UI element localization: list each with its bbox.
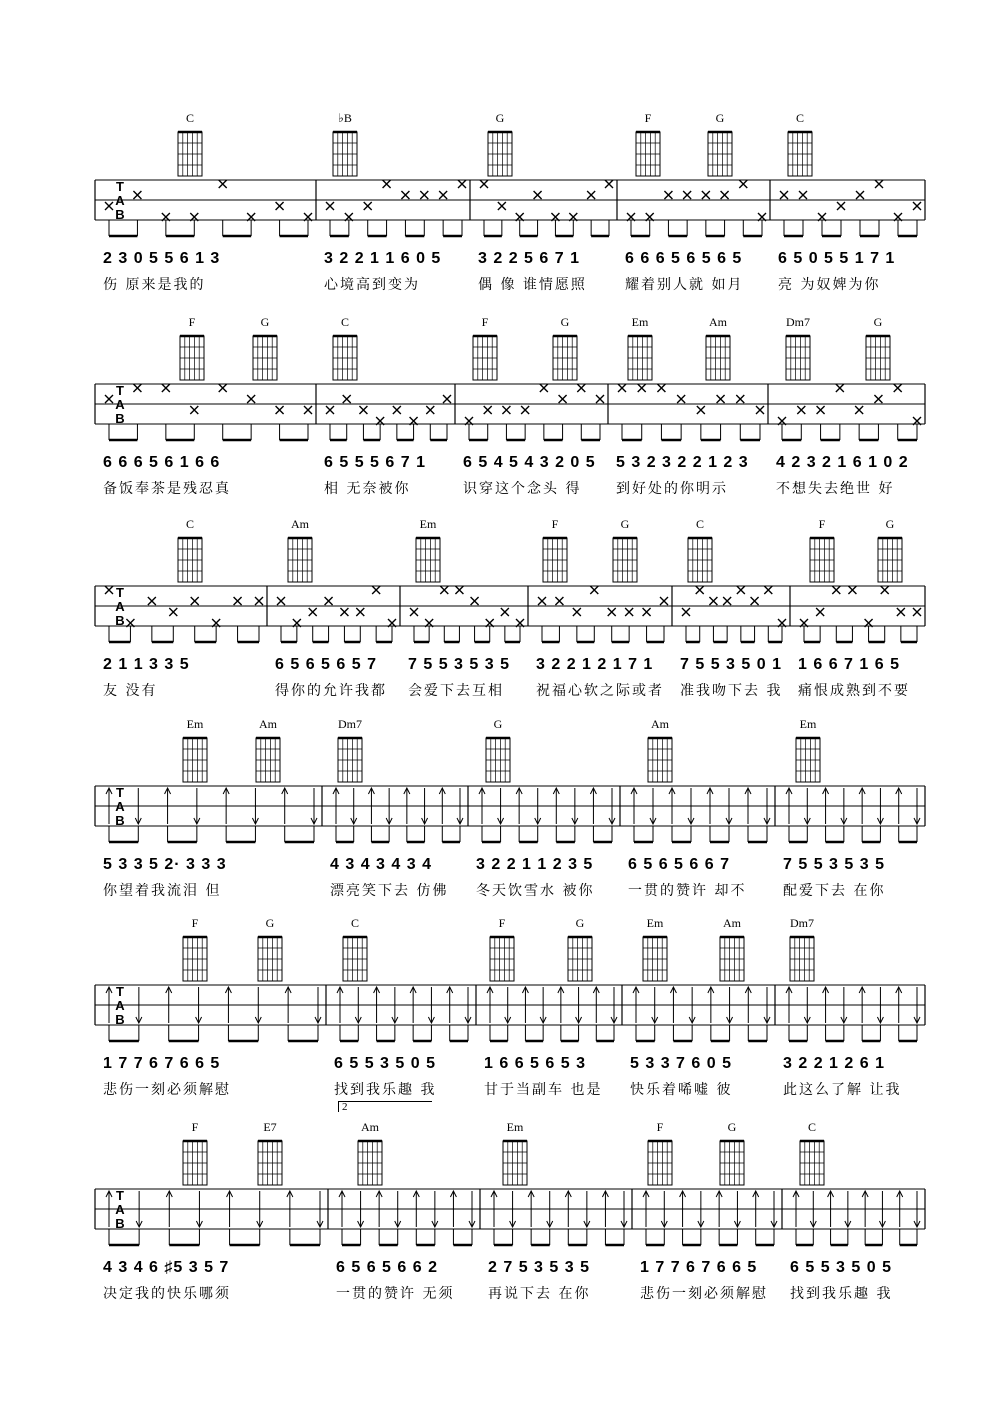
- tab-note: [410, 608, 418, 616]
- tab-note: [234, 597, 242, 605]
- measure-lyrics: 再说下去 在你: [488, 1286, 591, 1302]
- measure-numbers: 1 7 7 6 7 6 6 5: [103, 1055, 221, 1072]
- measure-lyrics: 备饭奉茶是残忍真: [103, 481, 231, 497]
- chord-name: G: [493, 717, 503, 731]
- measure-numbers: 5 3 3 5 2· 3 3 3: [103, 856, 227, 873]
- tab-note: [682, 608, 690, 616]
- chord-diagram: [333, 315, 357, 380]
- tab-note: [555, 597, 563, 605]
- tab-note: [816, 608, 824, 616]
- tab-note: [521, 406, 529, 414]
- tab-note: [702, 191, 710, 199]
- measure-lyrics: 偶 像 谁情愿照: [478, 277, 587, 293]
- chord-diagram: [648, 717, 672, 782]
- chord-name: Am: [259, 717, 277, 731]
- tab-note: [737, 586, 745, 594]
- tab-clef-letter: A: [115, 799, 125, 814]
- jianpu-line: [95, 1055, 925, 1077]
- chord-diagram: [708, 111, 732, 176]
- measure-lyrics: 甘于当副车 也是: [484, 1082, 603, 1098]
- tab-clef-letter: A: [115, 193, 125, 208]
- chord-name: C: [350, 916, 360, 930]
- measure-lyrics: 快乐着唏嘘 彼: [630, 1082, 733, 1098]
- measure-numbers: 5 3 2 3 2 2 1 2 3: [616, 454, 749, 471]
- measure-numbers: 2 3 0 5 5 6 1 3: [103, 250, 221, 267]
- tab-note: [697, 406, 705, 414]
- chord-name: C: [807, 1120, 817, 1134]
- tab-system: [0, 108, 1000, 308]
- tab-staff-graphic: [0, 514, 1000, 659]
- measure-lyrics: 到好处的你明示: [616, 481, 728, 497]
- tab-note: [343, 395, 351, 403]
- tab-clef-letter: B: [115, 411, 125, 426]
- chord-name: Am: [361, 1120, 379, 1134]
- chord-name: F: [188, 315, 196, 329]
- measure-numbers: 4 2 3 2 1 6 1 0 2: [776, 454, 909, 471]
- measure-lyrics: 此这么了解 让我: [783, 1082, 902, 1098]
- chord-diagram: [178, 517, 202, 582]
- measure-lyrics: 伤 原来是我的: [103, 277, 206, 293]
- tab-note: [799, 191, 807, 199]
- tab-note: [276, 202, 284, 210]
- measure-numbers: 7 5 5 3 5 3 5: [783, 856, 885, 873]
- tab-staff-graphic: [0, 1117, 1000, 1262]
- chord-diagram: [643, 916, 667, 981]
- lyrics-line: [95, 880, 925, 904]
- chord-name: G: [495, 111, 505, 125]
- tab-clef-letter: B: [115, 613, 125, 628]
- chord-diagram: [688, 517, 712, 582]
- chord-name: C: [185, 517, 195, 531]
- chord-diagram: [503, 1120, 527, 1185]
- measure-lyrics: 不想失去绝世 好: [776, 481, 895, 497]
- tab-note: [577, 384, 585, 392]
- lyrics-line: [95, 1283, 925, 1307]
- tab-note: [756, 406, 764, 414]
- tab-note: [401, 191, 409, 199]
- tab-note: [484, 406, 492, 414]
- measure-numbers: 4 3 4 3 4 3 4: [330, 856, 432, 873]
- tab-clef-letter: B: [115, 207, 125, 222]
- chord-diagram: [473, 315, 497, 380]
- measure-lyrics: 识穿这个念头 得: [463, 481, 582, 497]
- tab-note: [643, 608, 651, 616]
- chord-name: Em: [646, 916, 664, 930]
- chord-name: Dm7: [790, 916, 814, 930]
- tab-note: [426, 406, 434, 414]
- lyrics-line: [95, 478, 925, 502]
- chord-name: Am: [651, 717, 669, 731]
- tab-note: [751, 597, 759, 605]
- measure-lyrics: 亮 为奴婢为你: [778, 277, 881, 293]
- tab-note: [657, 384, 665, 392]
- tab-note: [696, 586, 704, 594]
- chord-diagram: [256, 717, 280, 782]
- chord-name: Em: [631, 315, 649, 329]
- tab-clef-letter: T: [116, 383, 124, 398]
- tab-system: [0, 514, 1000, 714]
- chord-name: C: [695, 517, 705, 531]
- tab-system: [0, 1117, 1000, 1317]
- measure-numbers: 1 6 6 5 6 5 3: [484, 1055, 586, 1072]
- measure-lyrics: 一贯的赞许 无须: [336, 1286, 455, 1302]
- chord-name: G: [885, 517, 895, 531]
- chord-diagram: [288, 517, 312, 582]
- tab-note: [304, 406, 312, 414]
- measure-lyrics: 耀着别人就 如月: [625, 277, 744, 293]
- tab-note: [340, 608, 348, 616]
- chord-name: C: [795, 111, 805, 125]
- chord-diagram: [788, 111, 812, 176]
- tab-note: [538, 597, 546, 605]
- chord-name: F: [656, 1120, 664, 1134]
- measure-numbers: 6 5 6 5 6 5 7: [275, 656, 377, 673]
- jianpu-line: [95, 454, 925, 476]
- chord-diagram: [706, 315, 730, 380]
- chord-diagram: [338, 717, 362, 782]
- tab-note: [219, 384, 227, 392]
- tab-note: [372, 586, 380, 594]
- tab-note: [723, 597, 731, 605]
- chord-diagram: [333, 111, 357, 176]
- tab-note: [439, 191, 447, 199]
- measure-numbers: 6 6 6 5 6 5 6 5: [625, 250, 743, 267]
- measure-lyrics: 准我吻下去 我: [680, 683, 783, 699]
- measure-numbers: 1 6 6 7 1 6 5: [798, 656, 900, 673]
- chord-diagram: [553, 315, 577, 380]
- chord-diagram: [258, 916, 282, 981]
- chord-diagram: [183, 916, 207, 981]
- chord-name: G: [715, 111, 725, 125]
- tab-note: [605, 180, 613, 188]
- tab-clef-letter: T: [116, 585, 124, 600]
- tab-note: [540, 384, 548, 392]
- chord-diagram: [543, 517, 567, 582]
- tab-note: [664, 191, 672, 199]
- tab-note: [471, 597, 479, 605]
- tab-clef-letter: B: [115, 1012, 125, 1027]
- tab-note: [502, 406, 510, 414]
- tab-clef-letter: A: [115, 998, 125, 1013]
- tab-note: [618, 384, 626, 392]
- chord-name: F: [191, 916, 199, 930]
- tab-staff-graphic: [0, 913, 1000, 1058]
- tab-note: [276, 406, 284, 414]
- jianpu-line: [95, 1259, 925, 1281]
- tab-system: [0, 312, 1000, 512]
- tab-note: [393, 406, 401, 414]
- measure-lyrics: 决定我的快乐哪须: [103, 1286, 231, 1302]
- measure-numbers: 6 5 5 3 5 0 5: [334, 1055, 436, 1072]
- tab-note: [832, 586, 840, 594]
- tab-note: [587, 191, 595, 199]
- volta-label: 2: [338, 1101, 432, 1112]
- tab-note: [739, 180, 747, 188]
- measure-lyrics: 痛恨成熟到不要: [798, 683, 910, 699]
- tab-note: [326, 202, 334, 210]
- tab-note: [856, 191, 864, 199]
- chord-name: Em: [799, 717, 817, 731]
- measure-lyrics: 友 没有: [103, 683, 158, 699]
- tab-note: [573, 608, 581, 616]
- chord-name: F: [191, 1120, 199, 1134]
- chord-name: E7: [263, 1120, 277, 1134]
- measure-numbers: 3 2 2 1 1 2 3 5: [476, 856, 594, 873]
- measure-numbers: 3 2 2 5 6 7 1: [478, 250, 580, 267]
- chord-name: G: [873, 315, 883, 329]
- measure-numbers: 3 2 2 1 2 6 1: [783, 1055, 885, 1072]
- measure-lyrics: 得你的允许我都: [275, 683, 387, 699]
- measure-numbers: 6 5 6 5 6 6 2: [336, 1259, 438, 1276]
- chord-name: Am: [291, 517, 309, 531]
- tab-clef-letter: B: [115, 813, 125, 828]
- chord-diagram: [628, 315, 652, 380]
- tab-note: [677, 395, 685, 403]
- measure-numbers: 3 2 2 1 1 6 0 5: [324, 250, 442, 267]
- tab-note: [325, 597, 333, 605]
- tab-clef-letter: A: [115, 397, 125, 412]
- tab-note: [596, 395, 604, 403]
- tab-clef-letter: T: [116, 785, 124, 800]
- chord-diagram: [488, 111, 512, 176]
- chord-diagram: [178, 111, 202, 176]
- measure-lyrics: 祝福心软之际或者: [536, 683, 664, 699]
- jianpu-line: [95, 656, 925, 678]
- chord-name: G: [260, 315, 270, 329]
- chord-diagram: [613, 517, 637, 582]
- tab-note: [837, 202, 845, 210]
- measure-lyrics: 一贯的赞许 却不: [628, 883, 747, 899]
- tab-clef-letter: T: [116, 1188, 124, 1203]
- measure-lyrics: 会爱下去互相: [408, 683, 504, 699]
- tab-note: [894, 384, 902, 392]
- tab-note: [309, 608, 317, 616]
- tab-note: [764, 586, 772, 594]
- tab-note: [559, 395, 567, 403]
- tab-note: [913, 202, 921, 210]
- tab-note: [356, 608, 364, 616]
- chord-name: Dm7: [786, 315, 810, 329]
- measure-numbers: 6 5 5 3 5 0 5: [790, 1259, 892, 1276]
- tab-note: [817, 406, 825, 414]
- tab-note: [855, 406, 863, 414]
- chord-name: Em: [419, 517, 437, 531]
- tab-note: [326, 406, 334, 414]
- tab-system: [0, 913, 1000, 1113]
- chord-name: F: [818, 517, 826, 531]
- chord-diagram: [180, 315, 204, 380]
- chord-name: F: [498, 916, 506, 930]
- tab-note: [359, 406, 367, 414]
- measure-lyrics: 心境高到变为: [324, 277, 420, 293]
- measure-numbers: 2 7 5 3 5 3 5: [488, 1259, 590, 1276]
- measure-numbers: 4 3 4 6 ♯5 3 5 7: [103, 1259, 230, 1276]
- chord-diagram: [866, 315, 890, 380]
- tab-note: [105, 586, 113, 594]
- measure-numbers: 6 5 6 5 6 6 7: [628, 856, 730, 873]
- tab-note: [105, 395, 113, 403]
- measure-numbers: 6 5 5 5 6 7 1: [324, 454, 426, 471]
- tab-note: [501, 608, 509, 616]
- chord-diagram: [636, 111, 660, 176]
- tab-note: [247, 395, 255, 403]
- tab-note: [608, 608, 616, 616]
- tab-note: [190, 406, 198, 414]
- chord-diagram: [796, 717, 820, 782]
- chord-diagram: [720, 916, 744, 981]
- lyrics-line: [95, 1079, 925, 1103]
- chord-diagram: [810, 517, 834, 582]
- chord-name: F: [551, 517, 559, 531]
- tab-note: [897, 608, 905, 616]
- measure-numbers: 5 3 3 7 6 0 5: [630, 1055, 732, 1072]
- measure-lyrics: 漂亮笑下去 仿佛: [330, 883, 449, 899]
- tab-clef-letter: A: [115, 599, 125, 614]
- jianpu-line: [95, 250, 925, 272]
- chord-diagram: [183, 1120, 207, 1185]
- tab-clef-letter: T: [116, 984, 124, 999]
- tab-note: [848, 586, 856, 594]
- measure-numbers: 6 6 6 5 6 1 6 6: [103, 454, 221, 471]
- chord-diagram: [568, 916, 592, 981]
- measure-numbers: 3 2 2 1 2 1 7 1: [536, 656, 654, 673]
- lyrics-line: [95, 274, 925, 298]
- tab-staff-graphic: [0, 312, 1000, 457]
- tab-note: [443, 395, 451, 403]
- tab-note: [660, 597, 668, 605]
- tab-note: [709, 597, 717, 605]
- measure-lyrics: 悲伤一刻必须解慰: [103, 1082, 231, 1098]
- tab-note: [874, 395, 882, 403]
- chord-name: G: [727, 1120, 737, 1134]
- tab-note: [780, 191, 788, 199]
- tab-clef-letter: T: [116, 179, 124, 194]
- tab-note: [169, 608, 177, 616]
- tab-note: [255, 597, 263, 605]
- chord-name: C: [340, 315, 350, 329]
- measure-lyrics: 找到我乐趣 我: [790, 1286, 893, 1302]
- measure-numbers: 6 5 4 5 4 3 2 0 5: [463, 454, 596, 471]
- tab-clef-letter: A: [115, 1202, 125, 1217]
- measure-numbers: 7 5 5 3 5 3 5: [408, 656, 510, 673]
- tab-note: [364, 202, 372, 210]
- tab-note: [133, 191, 141, 199]
- measure-lyrics: 你望着我流泪 但: [103, 883, 222, 899]
- chord-diagram: [358, 1120, 382, 1185]
- chord-diagram: [720, 1120, 744, 1185]
- chord-diagram: [878, 517, 902, 582]
- measure-lyrics: 悲伤一刻必须解慰: [640, 1286, 768, 1302]
- measure-numbers: 1 7 7 6 7 6 6 5: [640, 1259, 758, 1276]
- chord-diagram: [416, 517, 440, 582]
- measure-numbers: 7 5 5 3 5 0 1: [680, 656, 782, 673]
- tab-note: [480, 180, 488, 188]
- tab-note: [105, 202, 113, 210]
- chord-name: ♭B: [338, 111, 352, 125]
- tab-note: [440, 586, 448, 594]
- chord-diagram: [490, 916, 514, 981]
- chord-diagram: [343, 916, 367, 981]
- chord-name: G: [560, 315, 570, 329]
- chord-name: Am: [723, 916, 741, 930]
- jianpu-line: [95, 856, 925, 878]
- tab-system: [0, 714, 1000, 914]
- tab-clef-letter: B: [115, 1216, 125, 1231]
- measure-lyrics: 配爱下去 在你: [783, 883, 886, 899]
- chord-name: F: [481, 315, 489, 329]
- tab-note: [881, 586, 889, 594]
- tab-note: [455, 586, 463, 594]
- tab-note: [162, 384, 170, 392]
- chord-diagram: [258, 1120, 282, 1185]
- tab-staff-graphic: [0, 108, 1000, 253]
- chord-name: G: [575, 916, 585, 930]
- chord-diagram: [790, 916, 814, 981]
- chord-name: F: [644, 111, 652, 125]
- tab-note: [913, 608, 921, 616]
- tab-note: [420, 191, 428, 199]
- chord-name: Dm7: [338, 717, 362, 731]
- tab-note: [133, 384, 141, 392]
- chord-name: Em: [506, 1120, 524, 1134]
- chord-diagram: [648, 1120, 672, 1185]
- tab-note: [717, 395, 725, 403]
- tab-note: [625, 608, 633, 616]
- tab-note: [148, 597, 156, 605]
- tab-note: [219, 180, 227, 188]
- chord-name: C: [185, 111, 195, 125]
- tab-note: [534, 191, 542, 199]
- measure-lyrics: 找到我乐趣 我: [334, 1082, 437, 1098]
- measure-lyrics: 相 无奈被你: [324, 481, 411, 497]
- chord-name: Em: [186, 717, 204, 731]
- chord-name: Am: [709, 315, 727, 329]
- tab-note: [638, 384, 646, 392]
- tab-note: [875, 180, 883, 188]
- measure-lyrics: 冬天饮雪水 被你: [476, 883, 595, 899]
- chord-diagram: [786, 315, 810, 380]
- tab-note: [383, 180, 391, 188]
- tab-note: [277, 597, 285, 605]
- tab-note: [191, 597, 199, 605]
- tab-note: [498, 202, 506, 210]
- tab-note: [683, 191, 691, 199]
- measure-numbers: 6 5 0 5 5 1 7 1: [778, 250, 896, 267]
- chord-name: G: [620, 517, 630, 531]
- chord-diagram: [800, 1120, 824, 1185]
- tab-note: [836, 384, 844, 392]
- chord-diagram: [486, 717, 510, 782]
- chord-diagram: [183, 717, 207, 782]
- measure-numbers: 2 1 1 3 3 5: [103, 656, 190, 673]
- tab-note: [458, 180, 466, 188]
- tab-note: [721, 191, 729, 199]
- tab-note: [797, 406, 805, 414]
- lyrics-line: [95, 680, 925, 704]
- chord-name: G: [265, 916, 275, 930]
- tab-note: [590, 586, 598, 594]
- tab-staff-graphic: [0, 714, 1000, 859]
- chord-diagram: [253, 315, 277, 380]
- tab-note: [736, 395, 744, 403]
